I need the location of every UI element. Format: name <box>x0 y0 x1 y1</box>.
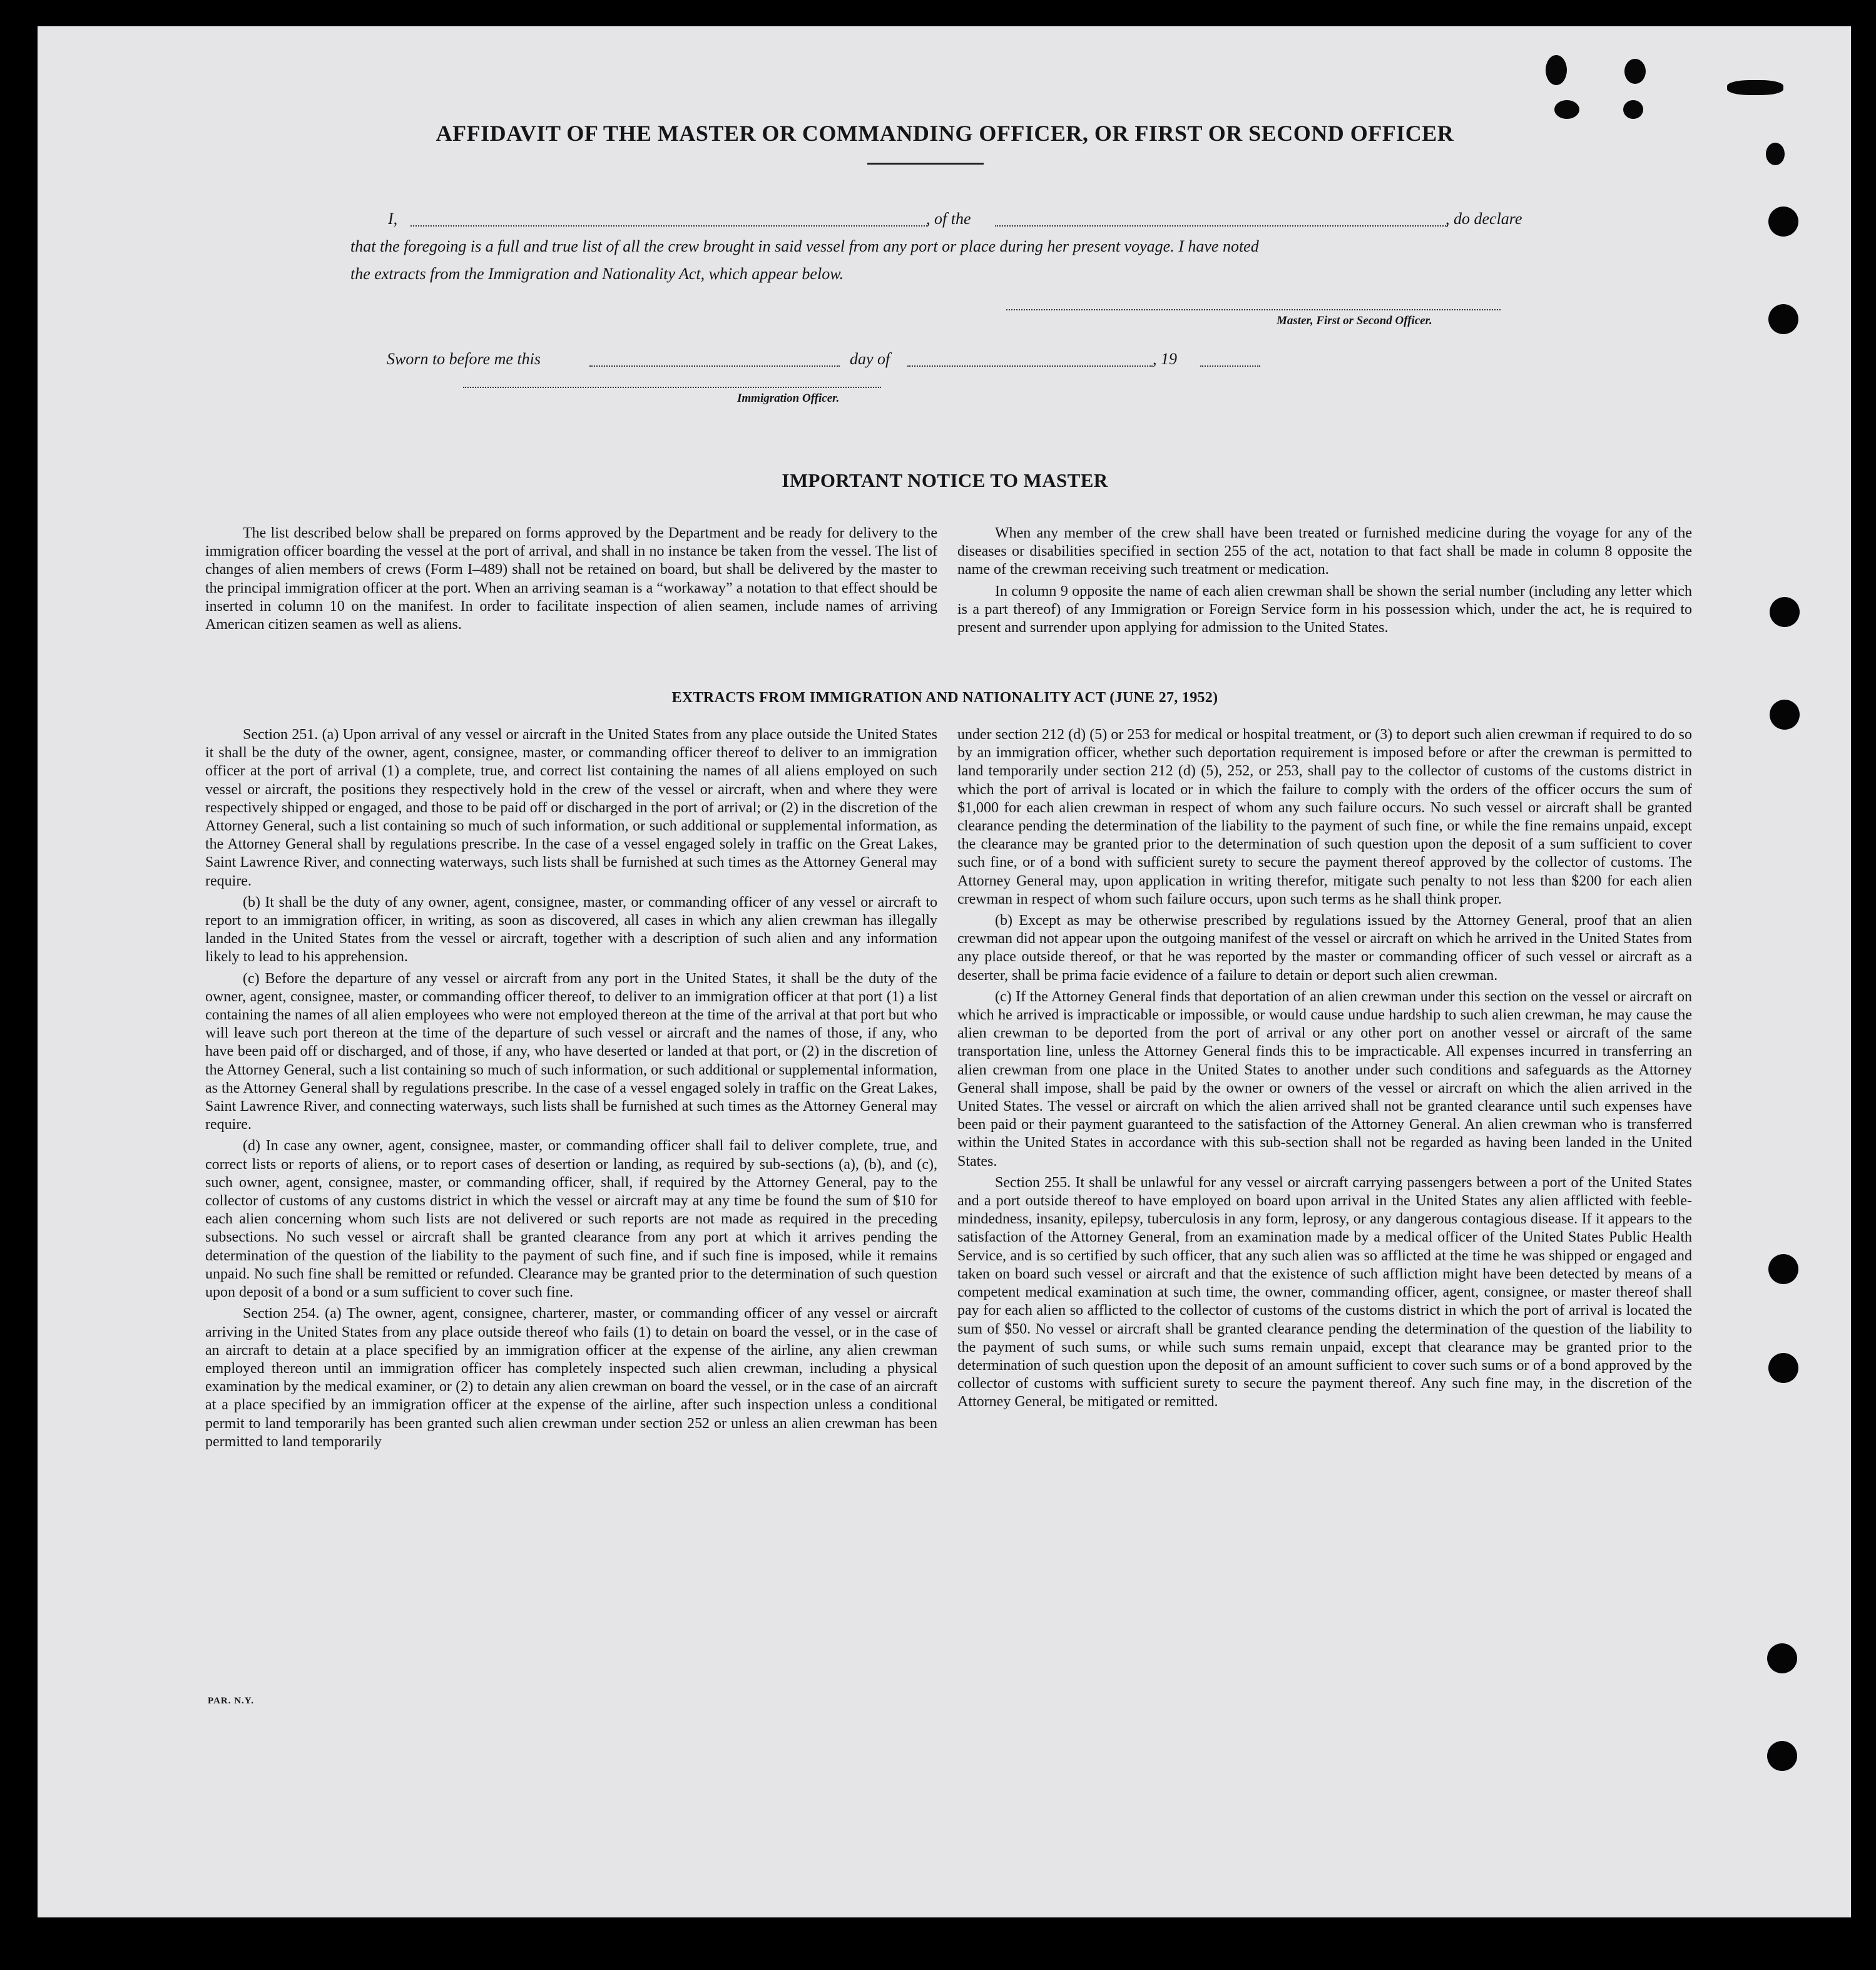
section-paragraph: (d) In case any owner, agent, consignee, master, or commanding officer shall fail to deliver complete, true, and correct lists or reports of aliens, or to report cases of desertion or landing, as required by sub-sections (a), (b), and (c), such owner, agent, consignee, master, or commanding officer, shall, if required by the Attorney General, pay to the collector of customs of any customs district in which the vessel or aircraft may at any time be found the sum of $10 for each alien concerning whom such lists are not delivered or such reports are not made as required in the preceding subsections. No such vessel or aircraft shall be granted clearance from any port at which it arrives pending the determination of the question of the liability to the payment of such fine, and if such fine is imposed, while it remains unpaid. No such fine shall be remitted or refunded. Clearance may be granted prior to the determination of such question upon deposit of a bond or a sum sufficient to cover such fine. <box>205 1138 937 1301</box>
vessel-blank[interactable] <box>995 225 1448 227</box>
sworn-label: Sworn to before me this <box>387 350 541 368</box>
officer-signature-caption: Immigration Officer. <box>737 392 840 405</box>
torn-mark <box>1727 80 1783 95</box>
section-paragraph: Section 254. (a) The owner, agent, consignee, charterer, master, or commanding officer of any vessel or aircraft arriving in the United States from any place outside thereof who fails (1) to detain on board the vessel, or in the case of an aircraft to detain at a place specified by an immigration officer at the expense of the airline, any alien crewman employed thereon until an immigration officer has completely inspected such alien crewman, including a physical examination by the medical examiner, or (2) to detain any alien crewman on board the vessel, or in the case of an aircraft at a place specified by an immigration officer at the expense of the airline, after such inspection unless a conditional permit to land temporarily has been granted such alien crewman under section 252 or unless an alien crewman has been permitted to land temporarily <box>205 1305 937 1450</box>
notice-right-column <box>957 524 1692 640</box>
year-blank[interactable] <box>1200 365 1260 367</box>
torn-mark <box>1554 100 1579 119</box>
punch-hole <box>1768 1353 1798 1383</box>
notice-title: IMPORTANT NOTICE TO MASTER <box>782 469 1108 491</box>
punch-hole <box>1768 1254 1798 1284</box>
section-paragraph: (c) If the Attorney General finds that deportation of an alien crewman under this section on the vessel or aircraft on which he arrived is impracticable or impossible, or would cause undue hardship to such alien crewman, he may cause the alien crewman to be deported from the port of arrival or any other port on another vessel or aircraft of the same transportation line, unless the Attorney General finds this to be impracticable. All expenses incurred in transferring an alien crewman from one place in the United States to another under such conditions and safeguards as the Attorney General shall impose, shall be paid by the owner or owners of the vessel or aircraft on which the alien arrived in the United States. The vessel or aircraft on which the alien arrived shall not be granted clearance until such expenses have been paid or their payment guaranteed to the satisfaction of the Attorney General. An alien crewman who is transferred within the United States in accordance with this sub-section shall not be regarded as having been landed in the United States. <box>957 988 1692 1170</box>
punch-hole <box>1770 597 1800 627</box>
torn-mark <box>1624 59 1646 84</box>
master-signature-line[interactable] <box>1006 309 1501 310</box>
declaration-line-3: the extracts from the Immigration and Nationality Act, which appear below. <box>350 265 844 283</box>
day-of-label: day of <box>850 350 890 368</box>
torn-mark <box>1546 55 1567 85</box>
torn-mark <box>1623 100 1643 119</box>
extracts-left-column <box>205 726 937 1454</box>
punch-hole <box>1768 207 1798 237</box>
section-paragraph: (b) It shall be the duty of any owner, agent, consignee, master, or commanding officer of any vessel or aircraft to report to an immigration officer, in writing, as soon as discovered, all cases in which any alien crewman has illegally landed in the United States from the vessel or aircraft, together with a description of such alien and any information likely to lead to his apprehension. <box>205 894 937 966</box>
sworn-day-blank[interactable] <box>589 365 840 367</box>
extracts-right-column <box>957 726 1692 1415</box>
notice-paragraph: When any member of the crew shall have been treated or furnished medicine during the voyage for any of the diseases or disabilities specified in section 255 of the act, notation to that fact shall be made in column 8 opposite the name of the crewman receiving such treatment or medication. <box>957 525 1692 578</box>
section-paragraph: under section 212 (d) (5) or 253 for medical or hospital treatment, or (3) to deport such alien crewman if required to do so by an immigration officer, whether such deportation requirement is imposed before or after the crewman is permitted to land temporarily under section 212 (d) (5), 252, or 253, shall pay to the collector of customs of the customs district in which the port of arrival is located or in which the failure to comply with the orders of the officer occurs the sum of $1,000 for each alien crewman in respect of whom any such failure occurs. No such vessel or aircraft shall be granted clearance pending the determination of the liability to the payment of such fine, or while the fine remains unpaid, except the clearance may be granted prior to the determination of such question upon the deposit of a sum sufficient to cover such fine, or of a bond with sufficient surety to secure the payment thereof approved by the collector of customs. The Attorney General may, upon application in writing therefor, mitigate such penalty to not less than $200 for each alien crewman in respect of whom such failure occurs, upon such terms as he shall think proper. <box>957 727 1692 907</box>
master-signature-caption: Master, First or Second Officer. <box>1277 314 1432 327</box>
section-paragraph: (b) Except as may be otherwise prescribed by regulations issued by the Attorney General, proof that an alien crewman did not appear upon the outgoing manifest of the vessel or aircraft on which he arrived in the United States from any place outside thereof, or that he was reported by the master or commanding officer of such vessel or aircraft as a deserter, shall be prima facie evidence of a failure to detain or deport such alien crewman. <box>957 912 1692 984</box>
punch-hole <box>1767 1741 1797 1771</box>
section-paragraph: (c) Before the departure of any vessel or aircraft from any port in the United States, it shall be the duty of the owner, agent, consignee, master, or commanding officer thereof, to deliver to an immigration officer at that port (1) a list containing the names of all alien employees who were not employed thereon at the time of the arrival at that port but who will leave such port thereon at the time of the departure of such vessel or aircraft and the names of those, if any, who have been paid off or discharged, and of those, if any, who have deserted or landed at that port, or (2) in the discretion of the Attorney General, such a list containing so much of such information, or such additional or supplemental information, as the Attorney General shall by regulations prescribe. In the case of a vessel engaged solely in traffic on the Great Lakes, Saint Lawrence River, and connecting waterways, such lists shall be furnished at such times as the Attorney General may require. <box>205 970 937 1133</box>
printer-mark: PAR. N.Y. <box>208 1696 255 1706</box>
punch-hole <box>1768 304 1798 334</box>
notice-paragraph: In column 9 opposite the name of each alien crewman shall be shown the serial number (including any letter which is a part thereof) of any Immigration or Foreign Service form in his possession which, under the act, he is required to present and surrender upon applying for admission to the United States. <box>957 583 1692 636</box>
sworn-month-blank[interactable] <box>907 365 1153 367</box>
year-label: , 19 <box>1153 350 1177 368</box>
punch-hole <box>1767 1643 1797 1673</box>
officer-signature-line[interactable] <box>463 387 881 388</box>
do-declare-label: , do declare <box>1445 210 1522 228</box>
of-the-label: , of the <box>926 210 971 228</box>
name-blank[interactable] <box>410 225 927 227</box>
title-underline <box>867 163 984 165</box>
section-paragraph: Section 251. (a) Upon arrival of any vessel or aircraft in the United States from any place outside the United States it shall be the duty of the owner, agent, consignee, master, or commanding officer thereof to deliver to an immigration officer at the port of arrival (1) a complete, true, and correct list containing the names of all aliens employed on such vessel or aircraft, the positions they respectively hold in the crew of the vessel or aircraft, when and where they were respectively shipped or engaged, and those to be paid off or discharged in the port of arrival; or (2) in the discretion of the Attorney General, such a list containing so much of such information, or such additional or supplemental information, as the Attorney General shall by regulations prescribe. In the case of a vessel engaged solely in traffic on the Great Lakes, Saint Lawrence River, and connecting waterways, such lists shall be furnished at such times as the Attorney General may require. <box>205 727 937 889</box>
extracts-title: EXTRACTS FROM IMMIGRATION AND NATIONALITY ACT (JUNE 27, 1952) <box>671 690 1218 706</box>
section-paragraph: Section 255. It shall be unlawful for any vessel or aircraft carrying passengers between a port of the United States and a port outside thereof to have employed on board upon arrival in the United States any alien afflicted with feeble-mindedness, insanity, epilepsy, tuberculosis in any form, leprosy, or any dangerous contagious disease. If it appears to the satisfaction of the Attorney General, from an examination made by a medical officer of the United States Public Health Service, and is so certified by such officer, that any such alien was so afflicted at the time he was shipped or engaged and taken on board such vessel or aircraft and that the existence of such affliction might have been detected by means of a competent medical examination at such time, the owner, commanding officer, agent, consignee, or master thereof shall pay for each alien so afflicted to the collector of customs of the customs district in which the port of arrival is located the sum of $50. No vessel or aircraft shall be granted clearance pending the determination of the question of the liability to the payment of such sums, or while such sums remain unpaid, except that clearance may be granted prior to the determination of such question upon the deposit of an amount sufficient to cover such sums or of a bond approved by the collector of customs with sufficient surety to secure the payment thereof. Any such fine may, in the discretion of the Attorney General, be mitigated or remitted. <box>957 1174 1692 1411</box>
notice-paragraph: The list described below shall be prepared on forms approved by the Department and be ready for delivery to the immigration officer boarding the vessel at the port of arrival, and shall in no instance be taken from the vessel. The list of changes of alien members of crews (Form I–489) shall not be retained on board, but shall be delivered by the master to the principal immigration officer at the port. When an arriving seaman is a “workaway” a notation to that effect should be inserted in column 10 on the manifest. In order to facilitate inspection of alien seamen, include names of arriving American citizen seamen as well as aliens. <box>205 525 937 633</box>
i-label: I, <box>388 210 398 228</box>
document-page <box>38 26 1851 1917</box>
declaration-line-2: that the foregoing is a full and true list of all the crew brought in said vessel from any port or place during her present voyage. I have noted <box>350 237 1259 255</box>
affidavit-title: AFFIDAVIT OF THE MASTER OR COMMANDING OFFICER, OR FIRST OR SECOND OFFICER <box>436 121 1454 146</box>
notice-left-column <box>205 524 937 637</box>
